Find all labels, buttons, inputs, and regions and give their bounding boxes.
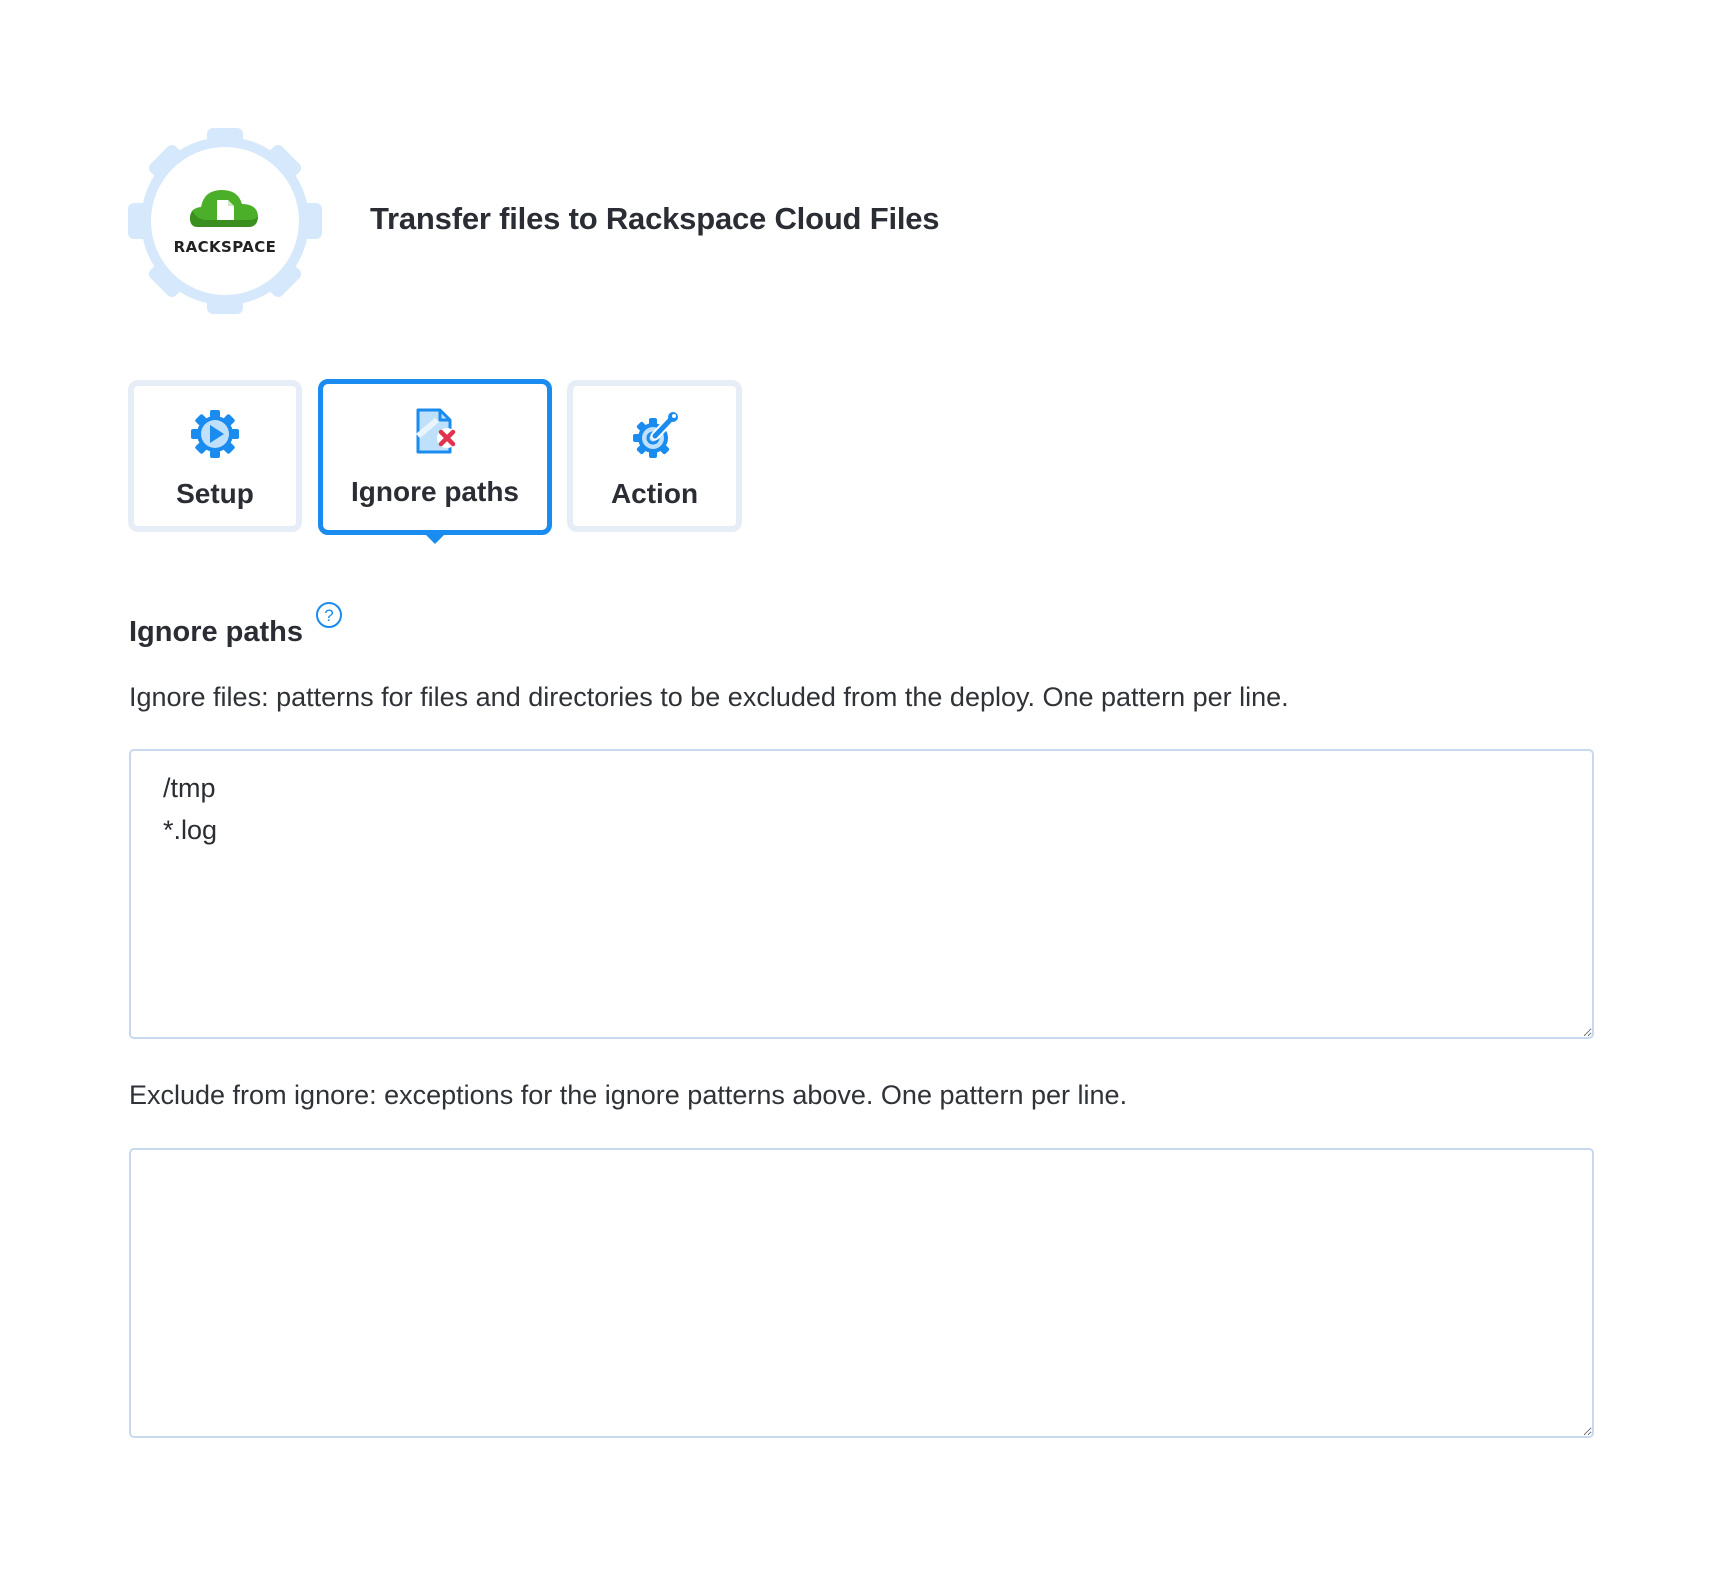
gear-play-icon xyxy=(189,408,241,460)
page-title: Transfer files to Rackspace Cloud Files xyxy=(370,201,940,236)
tab-action[interactable] xyxy=(567,380,742,532)
file-remove-icon xyxy=(409,406,461,458)
question-circle-icon[interactable] xyxy=(315,601,343,629)
ignore-files-description: Ignore files: patterns for files and directories to be excluded from the deploy. One pattern per line. xyxy=(129,682,1289,712)
tab-label: Ignore paths xyxy=(350,476,519,507)
svg-text:?: ? xyxy=(324,606,334,625)
tab-label: Setup xyxy=(176,478,254,509)
exclude-from-ignore-description: Exclude from ignore: exceptions for the ignore patterns above. One pattern per line. xyxy=(129,1080,1128,1110)
section-title: Ignore paths xyxy=(129,616,304,648)
active-tab-caret xyxy=(426,535,444,544)
tab-setup[interactable] xyxy=(128,380,302,532)
gear-badge-icon xyxy=(128,128,322,314)
tab-label: Action xyxy=(610,478,699,509)
tab-ignore-paths[interactable] xyxy=(318,379,552,535)
rackspace-logo xyxy=(128,128,322,314)
ignore-paths-textarea[interactable] xyxy=(129,749,1594,1039)
exclude-from-ignore-textarea[interactable] xyxy=(129,1148,1594,1438)
logo-text: RACKSPACE xyxy=(173,238,277,256)
gear-wrench-icon xyxy=(629,408,681,460)
